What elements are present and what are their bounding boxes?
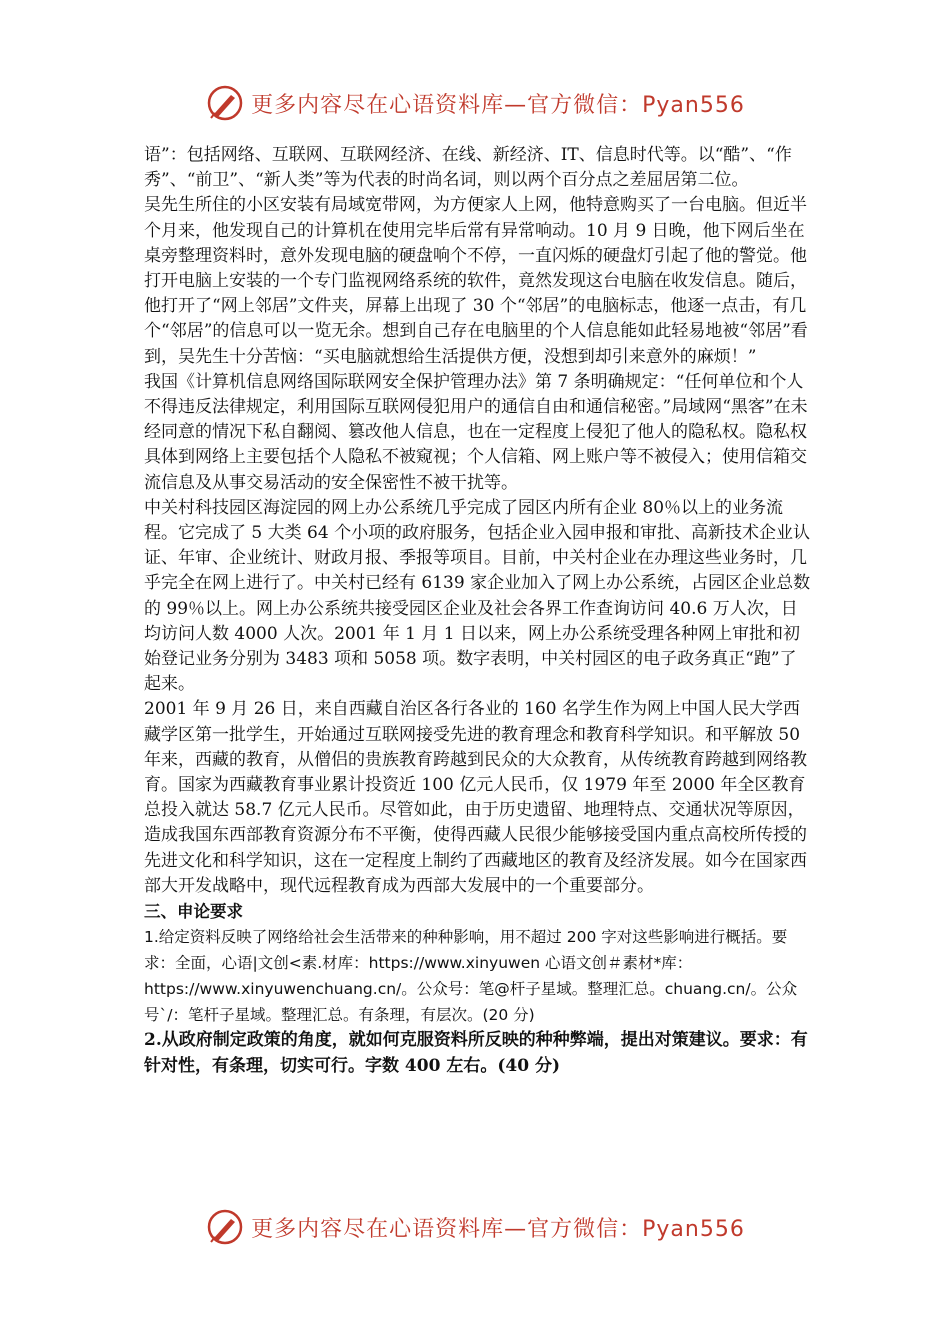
paragraph: 吴先生所住的小区安装有局域宽带网，为方便家人上网，他特意购买了一台电脑。但近半个月来，他发现自己的计算机在使用完毕后常有异常响动。10 月 9 日晚，他下网后坐在桌旁整理资料时，意外发现电脑的硬盘响个不停，一直闪烁的硬盘灯引起了他的警觉。他打开电脑上安装的一个专门监视网络系统的软件，竟然发现这台电脑在收发信息。随后，他打开了“网上邻居”文件夹，屏幕上出现了 30 个“邻居”的电脑标志，他逐一点击，有几个“邻居”的信息可以一览无余。想到自己存在电脑里的个人信息能如此轻易地被“邻居”看到，吴先生十分苦恼：“买电脑就想给生活提供方便，没想到却引来意外的麻烦！” xyxy=(144,195,808,367)
question-2: 2.从政府制定政策的角度，就如何克服资料所反映的种种弊端，提出对策建议。要求：有针对性，有条理，切实可行。字数 400 左右。(40 分) xyxy=(144,1030,808,1076)
banner-text: 更多内容尽在心语资料库—官方微信：Pyan556 xyxy=(251,1216,745,1242)
paragraph: 中关村科技园区海淀园的网上办公系统几乎完成了园区内所有企业 80％以上的业务流程。它完成了 5 大类 64 个小项的政府服务，包括企业入园申报和审批、高新技术企业认证、年审、企业统计、财政月报、季报等项目。目前，中关村企业在办理这些业务时，几乎完全在网上进行了。中关村已经有 6139 家企业加入了网上办公系统，占园区企业总数的 99％以上。网上办公系统共接受园区企业及社会各界工作查询访问 40.6 万人次，日均访问人数 4000 人次。2001 年 1 月 1 日以来，网上办公系统受理各种网上审批和初始登记业务分别为 3483 项和 5058 项。数字表明，中关村园区的电子政务真正“跑”了起来。 xyxy=(144,497,811,695)
pen-logo-icon xyxy=(205,83,245,123)
paragraph: 语”：包括网络、互联网、互联网经济、在线、新经济、IT、信息时代等。以“酷”、“作秀”、“前卫”、“新人类”等为代表的时尚名词，则以两个百分点之差屈居第二位。 xyxy=(144,145,792,191)
footer-banner xyxy=(0,1202,950,1252)
paragraph: 2001 年 9 月 26 日，来自西藏自治区各行各业的 160 名学生作为网上中国人民大学西藏学区第一批学生，开始通过互联网接受先进的教育理念和教育科学知识。和平解放 50 年来，西藏的教育，从僧侣的贵族教育跨越到民众的大众教育，从传统教育跨越到网络教育。国家为西藏教育事业累计投资近 100 亿元人民币，仅 1979 年至 2000 年全区教育总投入就达 58.7 亿元人民币。尽管如此，由于历史遗留、地理特点、交通状况等原因，造成我国东西部教育资源分布不平衡，使得西藏人民很少能够接受国内重点高校所传授的先进文化和科学知识，这在一定程度上制约了西藏地区的教育及经济发展。如今在国家西部大开发战略中，现代远程教育成为西部大发展中的一个重要部分。 xyxy=(144,699,807,896)
pen-logo-icon xyxy=(205,1207,245,1247)
banner-text: 更多内容尽在心语资料库—官方微信：Pyan556 xyxy=(251,92,745,118)
paragraph: 我国《计算机信息网络国际联网安全保护管理办法》第 7 条明确规定：“任何单位和个人不得违反法律规定，利用国际互联网侵犯用户的通信自由和通信秘密。”局域网“黑客”在未经同意的情况下私自翻阅、篡改他人信息，也在一定程度上侵犯了他人的隐私权。隐私权具体到网络上主要包括个人隐私不被窥视；个人信箱、网上账户等不被侵入；使用信箱交流信息及从事交易活动的安全保密性不被干扰等。 xyxy=(144,371,808,493)
question-1: 1.给定资料反映了网络给社会生活带来的种种影响，用不超过 200 字对这些影响进行概括。要求：全面，心语|文创<素.材库：https://www.xinyuwen 心语文创＃素材*库：https://www.xinyuwenchuang.cn/。公众号：笔@杆子星域。整理汇总。chuang.cn/。公众号`/：笔杆子星域。整理汇总。有条理，有层次。(20 分) xyxy=(144,928,798,1025)
document-body xyxy=(144,143,812,1079)
header-banner xyxy=(0,78,950,128)
section-heading: 三、申论要求 xyxy=(144,902,243,922)
